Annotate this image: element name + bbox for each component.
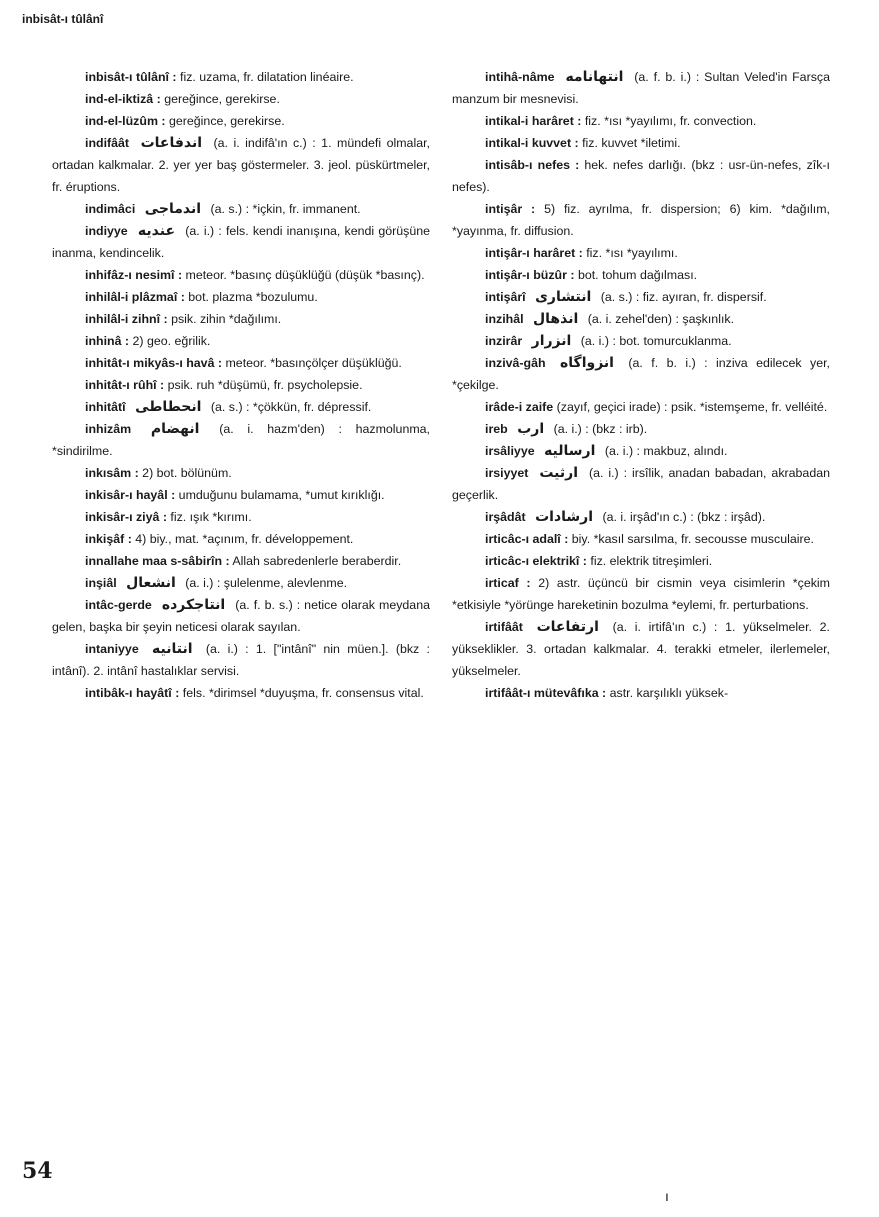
- dictionary-entry: [52, 550, 430, 572]
- entry-headword: inzihâl: [485, 312, 524, 326]
- entry-definition: (a. i. irşâd'ın c.) : (bkz : irşâd).: [602, 510, 766, 524]
- entry-definition: Allah sabredenlerle beraberdir.: [232, 554, 402, 568]
- entry-headword: ireb: [485, 422, 508, 436]
- entry-definition: (a. i.) : (bkz : irb).: [553, 422, 648, 436]
- entry-definition: (a. i.) : bot. tomurcuklanma.: [580, 334, 732, 348]
- dictionary-entry: [52, 418, 430, 462]
- dictionary-entry: [452, 418, 830, 440]
- dictionary-entry: [52, 88, 430, 110]
- entry-definition: fiz. kuvvet *iletimi.: [582, 136, 681, 150]
- entry-headword: inhinâ :: [85, 334, 130, 348]
- entry-headword: inhitât-ı mikyâs-ı havâ :: [85, 356, 223, 370]
- dictionary-entry: [52, 198, 430, 220]
- dictionary-entry: [452, 308, 830, 330]
- entry-definition: 2) geo. eğrilik.: [132, 334, 211, 348]
- entry-arabic-script: انتانيه: [152, 641, 193, 657]
- entry-headword: irsiyyet: [485, 466, 529, 480]
- entry-headword: intisâb-ı nefes :: [485, 158, 580, 172]
- dictionary-entry: [52, 220, 430, 264]
- entry-definition: 2) bot. bölünüm.: [142, 466, 232, 480]
- entry-arabic-script: انزواگاه: [560, 355, 614, 371]
- dictionary-entry: [52, 638, 430, 682]
- entry-headword: indifâât: [85, 136, 130, 150]
- entry-headword: irticâc-ı elektrikî :: [485, 554, 587, 568]
- entry-headword: intaniyye: [85, 642, 139, 656]
- entry-arabic-script: انزرار: [531, 333, 572, 349]
- entry-definition: bot. tohum dağılması.: [577, 268, 698, 282]
- entry-headword: intişâr-ı büzûr :: [485, 268, 575, 282]
- entry-headword: inbisât-ı tûlânî :: [85, 70, 177, 84]
- entry-definition: (a. f. b. i.) : inziva edilecek yer, *çekilge.: [452, 356, 830, 392]
- entry-definition: fels. *dirimsel *duyuşma, fr. consensus vital.: [182, 686, 424, 700]
- dictionary-entry: [452, 506, 830, 528]
- dictionary-entry: [452, 242, 830, 264]
- entry-definition: (a. i. indifâ'ın c.) : 1. mündefi olmalar, ortadan kalkmalar. 2. yer yer baş göstermeler. 3. jeol. püskürtmeler, fr. éruptions.: [52, 136, 430, 194]
- entry-arabic-script: ارثيت: [539, 465, 578, 481]
- dictionary-entry: [52, 572, 430, 594]
- entry-definition: fiz. uzama, fr. dilatation linéaire.: [180, 70, 354, 84]
- entry-definition: umduğunu bulamama, *umut kırıklığı.: [178, 488, 385, 502]
- dictionary-entry: [452, 616, 830, 682]
- dictionary-entry: [452, 528, 830, 550]
- page-number: 54: [22, 1158, 53, 1184]
- entry-headword: irâde-i zaife: [485, 400, 554, 414]
- entry-definition: (a. i.) : makbuz, alındı.: [604, 444, 728, 458]
- dictionary-entry: [452, 440, 830, 462]
- dictionary-entry: [452, 330, 830, 352]
- entry-arabic-script: عنديه: [137, 223, 176, 239]
- dictionary-entry: [52, 110, 430, 132]
- dictionary-entry: [52, 506, 430, 528]
- entry-definition: hek. nefes darlığı. (bkz : usr-ün-nefes, zîk-ı nefes).: [452, 158, 830, 194]
- entry-arabic-script: ارب: [517, 421, 545, 437]
- dictionary-entry: [52, 352, 430, 374]
- entry-headword: irtifâât-ı mütevâfıka :: [485, 686, 607, 700]
- entry-headword: intikal-i kuvvet :: [485, 136, 579, 150]
- entry-headword: intişâr-ı harâret :: [485, 246, 583, 260]
- entry-arabic-script: انتشارى: [535, 289, 592, 305]
- dictionary-entry: [452, 352, 830, 396]
- entry-definition: (zayıf, geçici irade) : psik. *istemşeme, fr. velléité.: [556, 400, 828, 414]
- entry-headword: inkisâr-ı ziyâ :: [85, 510, 167, 524]
- entry-headword: indimâci: [85, 202, 136, 216]
- entry-headword: intâc-gerde: [85, 598, 152, 612]
- entry-arabic-script: انذهال: [533, 311, 579, 327]
- entry-headword: inhitât-ı rûhî :: [85, 378, 165, 392]
- dictionary-entry: [452, 682, 830, 704]
- dictionary-entry: [52, 682, 430, 704]
- entry-arabic-script: ارتفاعات: [536, 619, 599, 635]
- entry-arabic-script: اندفاعات: [140, 135, 203, 151]
- entry-definition: fiz. *ısı *yayılımı, fr. convection.: [584, 114, 757, 128]
- dictionary-entry: [52, 330, 430, 352]
- dictionary-entry: [52, 374, 430, 396]
- entry-headword: irsâliyye: [485, 444, 535, 458]
- entry-headword: inhilâl-i zihnî :: [85, 312, 168, 326]
- entry-definition: fiz. ışık *kırımı.: [170, 510, 252, 524]
- entry-headword: intibâk-ı hayâtî :: [85, 686, 180, 700]
- dictionary-entry: [452, 154, 830, 198]
- entry-headword: inşiâl: [85, 576, 117, 590]
- entry-headword: indiyye: [85, 224, 128, 238]
- entry-definition: (a. i.) : şulelenme, alevlenme.: [185, 576, 348, 590]
- entry-headword: ind-el-lüzûm :: [85, 114, 166, 128]
- entry-definition: meteor. *basınçölçer düşüklüğü.: [225, 356, 402, 370]
- dictionary-entry: [52, 396, 430, 418]
- entry-headword: inzivâ-gâh: [485, 356, 546, 370]
- entry-headword: intişârî: [485, 290, 526, 304]
- dictionary-entry: [452, 462, 830, 506]
- entry-definition: astr. karşılıklı yüksek-: [609, 686, 729, 700]
- running-head: inbisât-ı tûlânî: [22, 12, 104, 26]
- entry-definition: psik. zihin *dağılımı.: [171, 312, 282, 326]
- dictionary-entry: [452, 66, 830, 110]
- dictionary-entry: [52, 462, 430, 484]
- entry-headword: intihâ-nâme: [485, 70, 555, 84]
- dictionary-entry: [52, 264, 430, 286]
- dictionary-entry: [452, 110, 830, 132]
- entry-definition: (a. s.) : fiz. ayıran, fr. dispersif.: [600, 290, 767, 304]
- entry-definition: (a. f. b. s.) : netice olarak meydana gelen, başka bir şeyin neticesi olarak sayılan.: [52, 598, 430, 634]
- entry-arabic-script: انشعال: [126, 575, 176, 591]
- dictionary-entry: [452, 198, 830, 242]
- dictionary-entry: [452, 572, 830, 616]
- dictionary-entry: [452, 396, 830, 418]
- dictionary-entry: [452, 264, 830, 286]
- entry-arabic-script: انحطاطى: [135, 399, 202, 415]
- entry-headword: inkısâm :: [85, 466, 139, 480]
- entry-definition: bot. plazma *bozulumu.: [188, 290, 318, 304]
- entry-headword: inhifâz-ı nesimî :: [85, 268, 183, 282]
- entry-headword: irticaf :: [485, 576, 531, 590]
- entry-headword: irtifâât: [485, 620, 523, 634]
- entry-headword: irticâc-ı adalî :: [485, 532, 569, 546]
- entry-definition: (a. i. irtifâ'ın c.) : 1. yükselmeler. 2. yükseklikler. 3. ortadan kalkmalar. 4. terakki etmeler, ilerlemeler, yükselmeler.: [452, 620, 830, 678]
- entry-definition: 5) fiz. ayrılma, fr. dispersion; 6) kim. *dağılım, *yayınma, fr. diffusion.: [452, 202, 830, 238]
- dictionary-entry: [52, 66, 430, 88]
- dictionary-entry: [52, 308, 430, 330]
- entry-headword: inzirâr: [485, 334, 523, 348]
- entry-definition: (a. i.) : irsîlik, anadan babadan, akrabadan geçerlik.: [452, 466, 830, 502]
- entry-headword: intişâr :: [485, 202, 536, 216]
- dictionary-entry: [452, 286, 830, 308]
- dictionary-entry: [452, 550, 830, 572]
- dictionary-entry: [52, 286, 430, 308]
- entry-definition: psik. ruh *düşümü, fr. psycholepsie.: [167, 378, 363, 392]
- dictionary-entry: [52, 528, 430, 550]
- entry-arabic-script: انتهانامه: [565, 69, 624, 85]
- entry-headword: ind-el-iktizâ :: [85, 92, 161, 106]
- entry-definition: (a. i.) : fels. kendi inanışına, kendi görüşüne inanma, kendincelik.: [52, 224, 431, 260]
- entry-definition: gereğince, gerekirse.: [164, 92, 280, 106]
- entry-headword: inhilâl-i plâzmaî :: [85, 290, 185, 304]
- entry-definition: (a. f. b. i.) : Sultan Veled'in Farsça manzum bir mesnevisi.: [452, 70, 830, 106]
- left-column: [52, 66, 430, 704]
- entry-definition: fiz. *ısı *yayılımı.: [586, 246, 678, 260]
- entry-headword: inhitâtî: [85, 400, 126, 414]
- entry-definition: (a. i.) : 1. ["intânî" nin müen.]. (bkz : intânî). 2. intânî hastalıklar servisi.: [52, 642, 430, 678]
- entry-headword: innallahe maa s-sâbirîn :: [85, 554, 230, 568]
- entry-headword: irşâdât: [485, 510, 526, 524]
- entry-arabic-script: ارساليه: [544, 443, 596, 459]
- dictionary-entry: [52, 484, 430, 506]
- entry-definition: biy. *kasıl sarsılma, fr. secousse musculaire.: [571, 532, 814, 546]
- entry-arabic-script: انهضام: [150, 421, 200, 437]
- entry-definition: meteor. *basınç düşüklüğü (düşük *basınç).: [185, 268, 425, 282]
- entry-definition: (a. s.) : *çökkün, fr. dépressif.: [210, 400, 372, 414]
- entry-definition: fiz. elektrik titreşimleri.: [590, 554, 713, 568]
- entry-headword: inkisâr-ı hayâl :: [85, 488, 176, 502]
- entry-definition: gereğince, gerekirse.: [168, 114, 285, 128]
- stray-mark: ı: [665, 1188, 669, 1204]
- dictionary-entry: [452, 132, 830, 154]
- entry-headword: inhizâm: [85, 422, 132, 436]
- entry-headword: inkişâf :: [85, 532, 132, 546]
- right-column: [452, 66, 830, 704]
- entry-definition: (a. i. zehel'den) : şaşkınlık.: [587, 312, 735, 326]
- entry-arabic-script: ارشادات: [535, 509, 594, 525]
- entry-definition: 4) biy., mat. *açınım, fr. développement.: [135, 532, 354, 546]
- entry-arabic-script: انتاجكرده: [161, 597, 226, 613]
- entry-definition: (a. i. hazm'den) : hazmolunma, *sindirilme.: [52, 422, 430, 458]
- dictionary-entry: [52, 594, 430, 638]
- dictionary-entry: [52, 132, 430, 198]
- entry-arabic-script: اندماجى: [144, 201, 202, 217]
- entry-headword: intikal-i harâret :: [485, 114, 582, 128]
- entry-definition: (a. s.) : *içkin, fr. immanent.: [210, 202, 361, 216]
- entry-definition: 2) astr. üçüncü bir cismin veya cisimlerin *çekim *etkisiyle *yörünge hareketinin bozulma *eylemi, fr. perturbations.: [452, 576, 830, 612]
